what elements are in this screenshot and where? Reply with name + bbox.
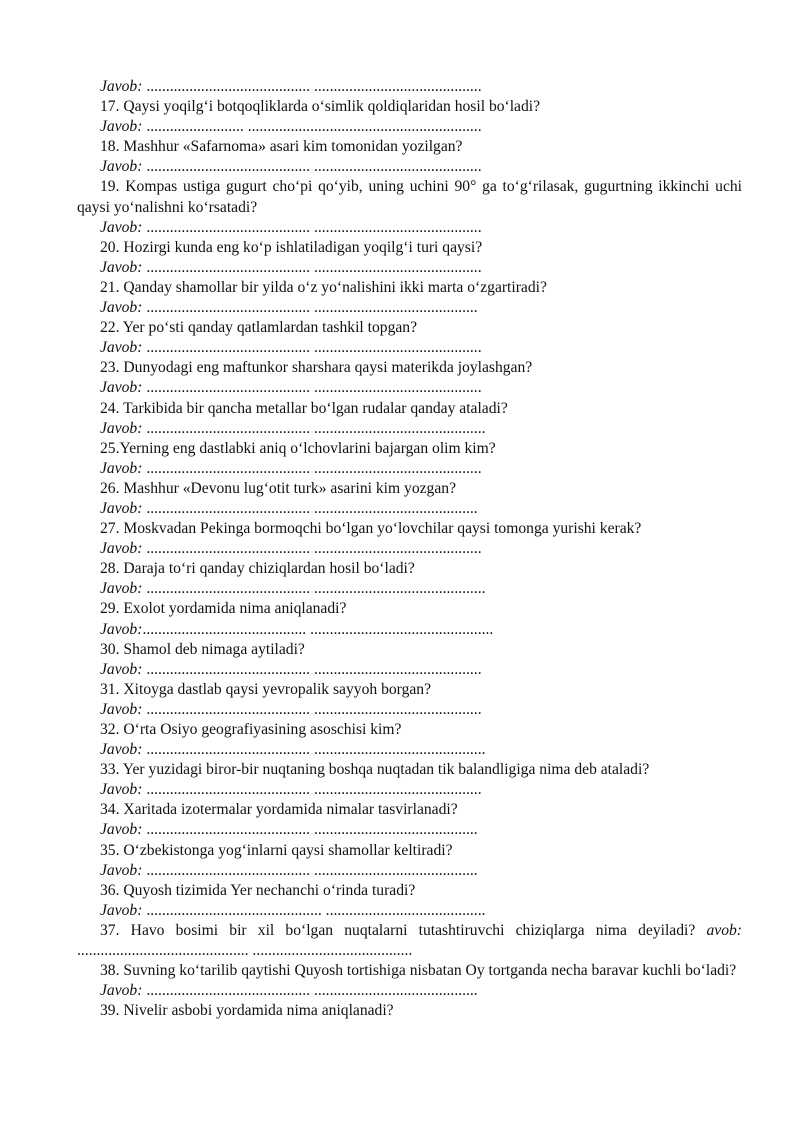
answer-label: Javob: bbox=[100, 218, 143, 236]
question-text: 30. Shamol deb nimaga aytiladi? bbox=[100, 640, 305, 658]
answer-line bbox=[77, 157, 742, 177]
question-text: 35. O‘zbekistonga yog‘inlarni qaysi shamollar keltiradi? bbox=[100, 841, 453, 859]
question-text: 19. Kompas ustiga gugurt cho‘pi qo‘yib, uning uchini 90° ga to‘g‘rilasak, gugurtning ikkinchi uchi qaysi yo‘nalishni ko‘rsatadi? bbox=[77, 178, 742, 216]
question-text: 34. Xaritada izotermalar yordamida nimalar tasvirlanadi? bbox=[100, 801, 458, 819]
answer-label: Javob: bbox=[100, 299, 143, 317]
answer-blank[interactable]: .......................................... ........................................... bbox=[142, 700, 482, 718]
answer-line bbox=[77, 861, 742, 881]
answer-label: Javob: bbox=[100, 580, 143, 598]
question-text: 32. O‘rta Osiyo geografiyasining asoschisi kim? bbox=[100, 721, 402, 738]
answer-line bbox=[77, 820, 742, 840]
answer-blank[interactable]: .......................................... ........................................... bbox=[142, 540, 482, 558]
answer-label: Javob: bbox=[100, 339, 143, 357]
answer-blank[interactable]: .......................................... ............................................ bbox=[142, 419, 486, 437]
answer-line bbox=[77, 780, 742, 800]
answer-label: Javob: bbox=[100, 700, 143, 718]
answer-label: Javob: bbox=[100, 741, 143, 759]
answer-line bbox=[77, 740, 742, 760]
answer-label: Javob: bbox=[100, 861, 143, 879]
answer-blank[interactable]: .......................................... ........................................... bbox=[142, 218, 482, 236]
answer-label: Javob: bbox=[100, 379, 143, 397]
answer-line bbox=[77, 660, 742, 680]
answer-line bbox=[77, 901, 742, 921]
question-text: 28. Daraja to‘ri qanday chiziqlardan hosil bo‘ladi? bbox=[100, 560, 415, 578]
answer-line bbox=[77, 117, 742, 137]
answer-blank[interactable]: .......................................... .......................................... bbox=[142, 861, 478, 879]
answer-label: Javob: bbox=[100, 540, 143, 558]
answer-label: avob: bbox=[706, 921, 742, 939]
answer-line bbox=[77, 338, 742, 358]
question-text: 29. Exolot yordamida nima aniqlanadi? bbox=[100, 600, 347, 618]
answer-blank[interactable]: .......................................... ........................................... bbox=[142, 158, 482, 176]
answer-blank[interactable]: .......................................... ............................................... bbox=[142, 620, 494, 638]
answer-line bbox=[77, 499, 742, 519]
question-text: 31. Xitoyga dastlab qaysi yevropalik sayyoh borgan? bbox=[100, 680, 432, 698]
question-text: 26. Mashhur «Devonu lug‘otit turk» asarini kim yozgan? bbox=[100, 479, 456, 497]
answer-blank[interactable]: .......................................... .......................................... bbox=[142, 499, 478, 517]
answer-label: Javob: bbox=[100, 499, 143, 517]
answer-blank[interactable]: .......................................... ............................................ bbox=[142, 580, 486, 598]
question-with-inline-answer bbox=[77, 921, 742, 961]
answer-label: Javob: bbox=[100, 901, 143, 919]
answer-blank[interactable]: .......................................... ........................................... bbox=[142, 339, 482, 357]
question-text: 20. Hozirgi kunda eng ko‘p ishlatiladigan yoqilg‘i turi qaysi? bbox=[100, 238, 483, 256]
answer-line bbox=[77, 459, 742, 479]
answer-blank[interactable]: ............................................. ......................................... bbox=[142, 901, 486, 919]
question-text: 33. Yer yuzidagi biror-bir nuqtaning boshqa nuqtadan tik balandligiga nima deb ataladi? bbox=[100, 761, 650, 779]
answer-blank[interactable]: .......................................... ........................................... bbox=[142, 78, 482, 95]
answer-label: Javob: bbox=[100, 118, 143, 136]
answer-line bbox=[77, 620, 742, 640]
answer-label: Javob: bbox=[100, 620, 143, 638]
answer-blank[interactable]: .......................................... ........................................... bbox=[142, 781, 482, 799]
answer-label: Javob: bbox=[100, 158, 143, 176]
answer-line bbox=[77, 579, 742, 599]
question-text: 37. Havo bosimi bir xil bo‘lgan nuqtalarni tutashtiruvchi chiziqlarga nima deyiladi? bbox=[100, 921, 696, 939]
answer-label: Javob: bbox=[100, 660, 143, 678]
answer-blank[interactable]: .......................................... ........................................... bbox=[142, 379, 482, 397]
answer-blank[interactable]: .......................................... ........................................... bbox=[142, 459, 482, 477]
answer-line bbox=[77, 539, 742, 559]
answer-label: Javob: bbox=[100, 459, 143, 477]
question-text: 24. Tarkibida bir qancha metallar bo‘lgan rudalar qanday ataladi? bbox=[100, 399, 508, 417]
answer-label: Javob: bbox=[100, 258, 143, 276]
answer-blank[interactable]: .......................................... .......................................... bbox=[142, 821, 478, 839]
answer-blank[interactable]: .......................................... ........................................... bbox=[142, 258, 482, 276]
answer-line bbox=[77, 419, 742, 439]
question-list bbox=[77, 77, 742, 1021]
answer-blank[interactable]: ......................... ............................................................ bbox=[142, 118, 482, 136]
question-text: 18. Mashhur «Safarnoma» asari kim tomonidan yozilgan? bbox=[100, 138, 463, 156]
answer-line bbox=[77, 378, 742, 398]
answer-line bbox=[77, 77, 742, 97]
answer-label: Javob: bbox=[100, 419, 143, 437]
answer-line bbox=[77, 981, 742, 1001]
answer-blank[interactable]: .......................................... ............................................ bbox=[142, 741, 486, 759]
answer-label: Javob: bbox=[100, 982, 143, 1000]
question-text: 17. Qaysi yoqilg‘i botqoqliklarda o‘simlik qoldiqlaridan hosil bo‘ladi? bbox=[100, 98, 541, 116]
answer-line bbox=[77, 700, 742, 720]
answer-line bbox=[77, 298, 742, 318]
answer-line bbox=[77, 218, 742, 238]
answer-label: Javob: bbox=[100, 821, 143, 839]
answer-label: Javob: bbox=[100, 78, 143, 95]
question-text: 36. Quyosh tizimida Yer nechanchi o‘rinda turadi? bbox=[100, 881, 416, 899]
question-text: 22. Yer po‘sti qanday qatlamlardan tashkil topgan? bbox=[100, 319, 418, 337]
answer-blank[interactable]: .......................................... .......................................... bbox=[142, 299, 478, 317]
question-text: 25.Yerning eng dastlabki aniq o‘lchovlarini bajargan olim kim? bbox=[100, 439, 496, 457]
question-text: 38. Suvning ko‘tarilib qaytishi Quyosh tortishiga nisbatan Oy tortganda necha baravar kuchli bo‘ladi? bbox=[100, 962, 737, 980]
question-text: 21. Qanday shamollar bir yilda o‘z yo‘nalishini ikki marta o‘zgartiradi? bbox=[100, 278, 547, 296]
question-text: 39. Nivelir asbobi yordamida nima aniqlanadi? bbox=[100, 1002, 394, 1020]
question-text: 27. Moskvadan Pekinga bormoqchi bo‘lgan yo‘lovchilar qaysi tomonga yurishi kerak? bbox=[100, 520, 642, 538]
question-text: 23. Dunyodagi eng maftunkor sharshara qaysi materikda joylashgan? bbox=[100, 359, 533, 377]
answer-blank[interactable]: .......................................... .......................................... bbox=[142, 982, 478, 1000]
answer-blank[interactable]: .......................................... ........................................... bbox=[142, 660, 482, 678]
answer-blank[interactable]: ............................................ ......................................... bbox=[77, 942, 413, 960]
answer-line bbox=[77, 258, 742, 278]
answer-label: Javob: bbox=[100, 781, 143, 799]
